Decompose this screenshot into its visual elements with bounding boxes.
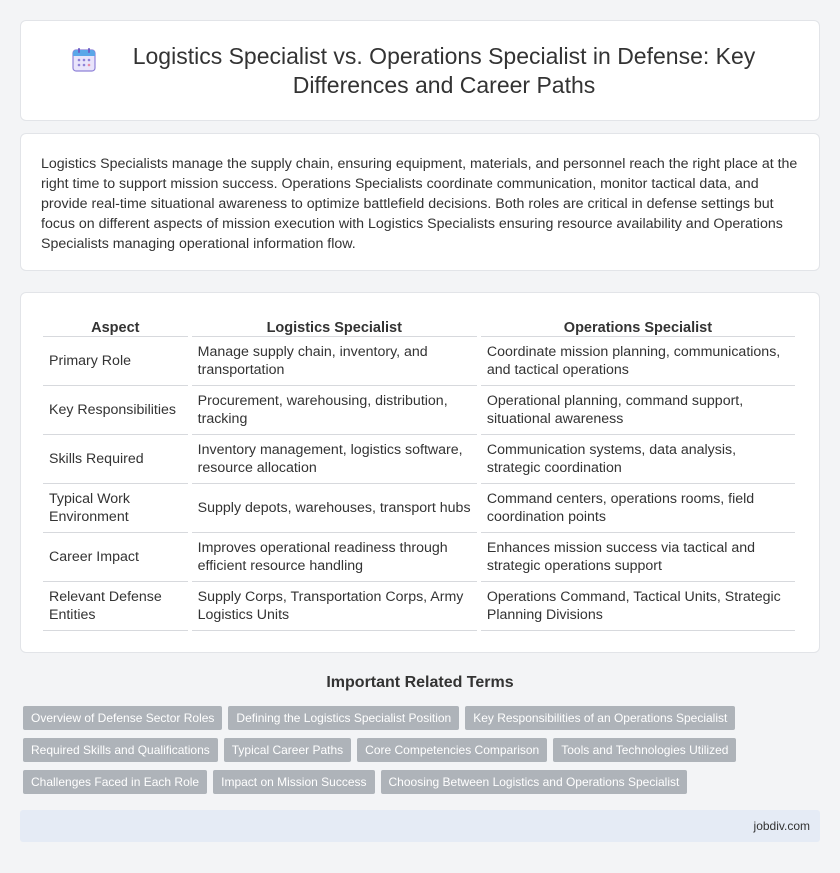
intro-card bbox=[20, 133, 820, 271]
cell-operations: Operational planning, command support, situational awareness bbox=[481, 386, 795, 435]
footer-site-link[interactable]: jobdiv.com bbox=[753, 819, 810, 833]
page-title: Logistics Specialist vs. Operations Specialist in Defense: Key Differences and Career Paths bbox=[132, 42, 756, 98]
cell-operations: Enhances mission success via tactical and strategic operations support bbox=[481, 533, 795, 582]
cell-aspect: Skills Required bbox=[43, 435, 188, 484]
related-term-tag[interactable]: Key Responsibilities of an Operations Specialist bbox=[465, 706, 735, 730]
cell-aspect: Primary Role bbox=[43, 337, 188, 386]
cell-operations: Coordinate mission planning, communications, and tactical operations bbox=[481, 337, 795, 386]
cell-aspect: Career Impact bbox=[43, 533, 188, 582]
related-term-tag[interactable]: Overview of Defense Sector Roles bbox=[23, 706, 222, 730]
cell-operations: Communication systems, data analysis, strategic coordination bbox=[481, 435, 795, 484]
table-row bbox=[43, 337, 795, 386]
table-header-row bbox=[43, 315, 795, 337]
cell-operations: Command centers, operations rooms, field coordination points bbox=[481, 484, 795, 533]
table-row bbox=[43, 435, 795, 484]
related-term-tag[interactable]: Challenges Faced in Each Role bbox=[23, 770, 207, 794]
comparison-card bbox=[20, 292, 820, 653]
comparison-table bbox=[39, 315, 799, 631]
related-term-tag[interactable]: Required Skills and Qualifications bbox=[23, 738, 218, 762]
calendar-icon bbox=[71, 47, 97, 73]
cell-logistics: Improves operational readiness through efficient resource handling bbox=[192, 533, 477, 582]
cell-logistics: Inventory management, logistics software, resource allocation bbox=[192, 435, 477, 484]
cell-logistics: Supply depots, warehouses, transport hubs bbox=[192, 484, 477, 533]
related-term-tag[interactable]: Core Competencies Comparison bbox=[357, 738, 547, 762]
cell-operations: Operations Command, Tactical Units, Strategic Planning Divisions bbox=[481, 582, 795, 631]
related-terms-list bbox=[23, 706, 813, 794]
cell-aspect: Key Responsibilities bbox=[43, 386, 188, 435]
intro-paragraph: Logistics Specialists manage the supply chain, ensuring equipment, materials, and personnel reach the right place at the right time to support mission success. Operations Specialists coordinate communication, monitor tactical data, and provide real-time situational awareness to optimize battlefield decisions. Both roles are critical in defense settings but focus on different aspects of mission execution with Logistics Specialists ensuring resource availability and Operations Specialists managing operational information flow. bbox=[41, 156, 798, 252]
related-term-tag[interactable]: Impact on Mission Success bbox=[213, 770, 374, 794]
header-inner bbox=[71, 42, 769, 100]
cell-logistics: Supply Corps, Transportation Corps, Army Logistics Units bbox=[192, 582, 477, 631]
table-row bbox=[43, 484, 795, 533]
header-card bbox=[20, 20, 820, 121]
header-aspect: Aspect bbox=[43, 315, 188, 337]
header-logistics: Logistics Specialist bbox=[192, 315, 477, 337]
related-term-tag[interactable]: Typical Career Paths bbox=[224, 738, 351, 762]
table-row bbox=[43, 386, 795, 435]
related-term-tag[interactable]: Tools and Technologies Utilized bbox=[553, 738, 736, 762]
related-term-tag[interactable]: Defining the Logistics Specialist Position bbox=[228, 706, 459, 730]
table-row bbox=[43, 533, 795, 582]
related-term-tag[interactable]: Choosing Between Logistics and Operations Specialist bbox=[381, 770, 688, 794]
footer bbox=[20, 810, 820, 842]
cell-logistics: Manage supply chain, inventory, and transportation bbox=[192, 337, 477, 386]
table-row bbox=[43, 582, 795, 631]
cell-aspect: Relevant Defense Entities bbox=[43, 582, 188, 631]
header-operations: Operations Specialist bbox=[481, 315, 795, 337]
cell-logistics: Procurement, warehousing, distribution, tracking bbox=[192, 386, 477, 435]
cell-aspect: Typical Work Environment bbox=[43, 484, 188, 533]
related-terms-title: Important Related Terms bbox=[326, 674, 514, 691]
